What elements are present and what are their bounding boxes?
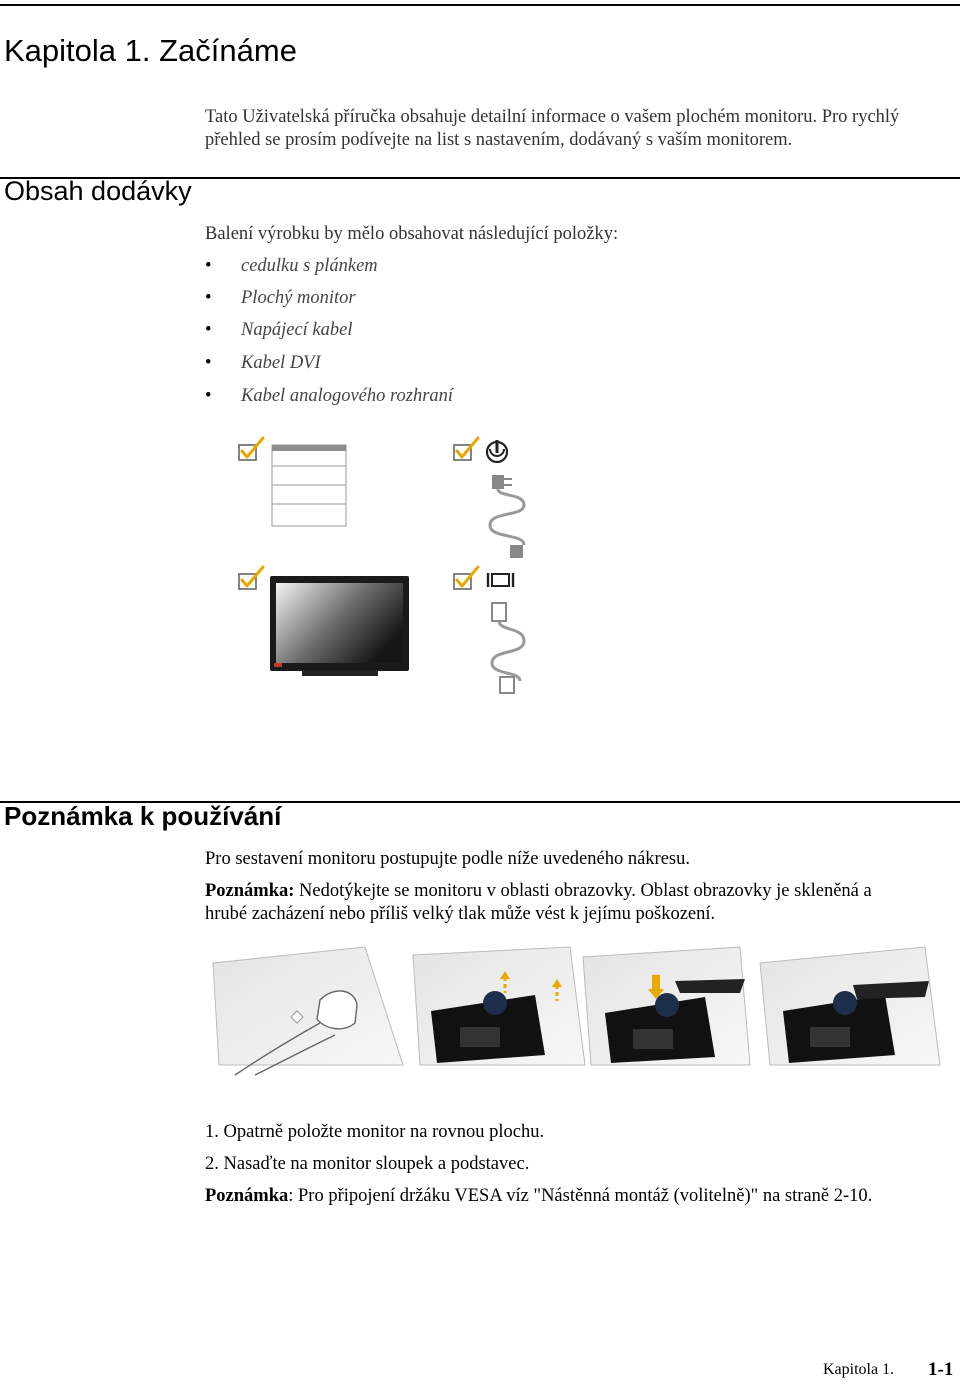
bullet-icon: •	[205, 386, 212, 406]
intro-line-2: přehled se prosím podívejte na list s nastavením, dodávaný s vaším monitorem.	[205, 130, 793, 150]
assembly-intro: Pro sestavení monitoru postupujte podle níže uvedeného nákresu.	[205, 849, 691, 869]
step-1: 1. Opatrně položte monitor na rovnou plochu.	[205, 1122, 545, 1142]
note-label: Poznámka:	[205, 881, 295, 901]
intro-line-1: Tato Uživatelská příručka obsahuje detailní informace o vašem plochém monitoru. Pro rychlý	[205, 107, 900, 127]
insert-base-panel	[583, 947, 750, 1065]
top-rule	[0, 4, 960, 6]
attach-stand-panel	[413, 947, 585, 1065]
wipe-screen-panel	[213, 947, 403, 1075]
step-2: 2. Nasaďte na monitor sloupek a podstavec.	[205, 1154, 530, 1174]
package-contents-illustration	[230, 435, 550, 700]
checkbox-checked-icon	[239, 567, 263, 589]
section-title-usage: Poznámka k používání	[4, 801, 282, 831]
assembly-illustration	[205, 945, 940, 1080]
checkbox-checked-icon	[239, 438, 263, 460]
flat-monitor-icon	[270, 576, 409, 676]
section-title-contents: Obsah dodávky	[4, 176, 192, 206]
bullet-icon: •	[205, 288, 212, 308]
vesa-note-label: Poznámka	[205, 1186, 289, 1206]
list-item-label: Kabel analogového rozhraní	[241, 386, 454, 406]
setup-poster-icon	[272, 445, 346, 526]
power-cable-icon	[487, 440, 524, 558]
screen-note-line-1	[205, 880, 935, 903]
list-item-label: Plochý monitor	[241, 288, 356, 308]
bullet-icon: •	[205, 353, 212, 373]
list-item-label: Kabel DVI	[241, 353, 321, 373]
assembled-panel	[760, 947, 940, 1065]
bullet-icon: •	[205, 256, 212, 276]
vesa-note-text: : Pro připojení držáku VESA víz "Nástěnná montáž (volitelně)" na straně 2-10.	[288, 1186, 873, 1206]
screen-note-line-2: hrubé zacházení nebo příliš velký tlak může vést k jejímu poškození.	[205, 904, 716, 924]
video-cable-icon	[488, 573, 524, 693]
footer-page-number: 1-1	[928, 1359, 954, 1380]
bullet-icon: •	[205, 320, 212, 340]
list-item-label: Napájecí kabel	[241, 320, 353, 340]
checkbox-checked-icon	[454, 438, 478, 460]
footer-chapter: Kapitola 1.	[823, 1361, 895, 1378]
chapter-title: Kapitola 1. Začínáme	[4, 33, 297, 68]
vesa-note	[205, 1185, 935, 1208]
contents-lead: Balení výrobku by mělo obsahovat následující položky:	[205, 224, 619, 244]
checkbox-checked-icon	[454, 567, 478, 589]
list-item-label: cedulku s plánkem	[241, 256, 378, 276]
note-text: Nedotýkejte se monitoru v oblasti obrazovky. Oblast obrazovky je skleněná a	[294, 881, 872, 901]
